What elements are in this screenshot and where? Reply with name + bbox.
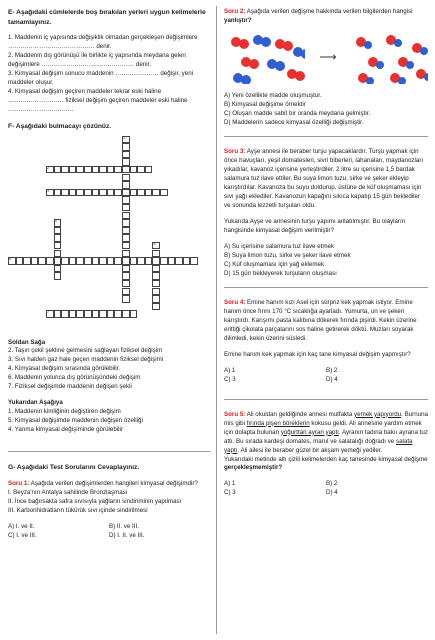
underlined-phrase: fırında pişen böreklerin bbox=[246, 419, 310, 427]
crossword-cell[interactable] bbox=[122, 280, 130, 288]
fill-blank-item: 1. Maddenin iç yapısında değişiklik olmadan gerçekleşen değişimlere …………………………………… denir. bbox=[8, 34, 198, 51]
atom bbox=[239, 39, 249, 49]
fill-blank-item: 3. Kimyasal değişim sonucu maddenin ………………… değişir, yeni maddeler oluşur. bbox=[8, 70, 194, 87]
statement: III. Karbonhidratların tükürük sıvı içinde sindirilmesi bbox=[8, 506, 148, 514]
crossword-cell[interactable] bbox=[122, 295, 130, 303]
crossword-grid bbox=[8, 136, 208, 332]
crossword-cell[interactable] bbox=[61, 310, 69, 318]
crossword-cell[interactable] bbox=[76, 189, 84, 197]
crossword-cell[interactable] bbox=[152, 280, 160, 288]
crossword-cell[interactable] bbox=[114, 166, 122, 174]
crossword-cell[interactable] bbox=[145, 166, 153, 174]
crossword-cell[interactable] bbox=[122, 212, 130, 220]
option-d[interactable]: D) I. II. ve III. bbox=[109, 531, 145, 539]
reactant-molecules-image bbox=[228, 32, 305, 84]
crossword-cell[interactable] bbox=[84, 257, 92, 265]
option-d[interactable]: D) 4 bbox=[326, 375, 338, 383]
text-segment: . Ayranın tadına bakıı ayrana tuz attı. Bu sırada kardeşi domates, marul ve salatalığı doğradı ve bbox=[224, 428, 428, 445]
question-5-prompt bbox=[224, 456, 428, 474]
crossword-cell[interactable] bbox=[152, 295, 160, 303]
crossword-cell[interactable] bbox=[130, 310, 138, 318]
crossword-cell[interactable] bbox=[69, 166, 77, 174]
crossword-cell[interactable] bbox=[122, 310, 130, 318]
crossword-cell[interactable] bbox=[168, 257, 176, 265]
across-clue: 4. Kimyasal değişim sırasında görülebilir. bbox=[8, 365, 121, 373]
crossword-cell[interactable] bbox=[122, 257, 130, 265]
question-2-label: Soru 2: bbox=[224, 8, 246, 15]
option-b[interactable]: B) Suya limon tuzu, sirke ve şeker ilave etmek bbox=[224, 251, 351, 259]
crossword-cell[interactable] bbox=[92, 189, 100, 197]
crossword-cell[interactable] bbox=[152, 303, 160, 311]
atom bbox=[364, 41, 372, 49]
crossword-cell[interactable] bbox=[54, 265, 62, 273]
crossword-cell[interactable] bbox=[92, 166, 100, 174]
crossword-cell[interactable] bbox=[16, 257, 24, 265]
crossword-cell[interactable] bbox=[160, 257, 168, 265]
question-5-prompt-text: Yukarıdaki metinde altı çizili kelimelerden kaç tanesinde kimyasal değişme bbox=[224, 455, 428, 463]
option-a[interactable]: A) Su içerisine salamura tuz ilave etmek bbox=[224, 242, 335, 250]
crossword-cell[interactable] bbox=[145, 189, 153, 197]
option-b[interactable]: B) 2 bbox=[326, 366, 338, 374]
question-3-prompt: Yukarıda Ayşe ve annesinin turşu yapımı anlatılmıştır. Bu olayların hangisinde kimyasal değişim verilmiştir? bbox=[224, 217, 406, 234]
question-3-label: Soru 3: bbox=[224, 147, 246, 155]
crossword-number: 2 bbox=[47, 165, 50, 170]
crossword-cell[interactable] bbox=[23, 257, 31, 265]
crossword-number: 4 bbox=[54, 219, 57, 224]
crossword-cell[interactable] bbox=[61, 189, 69, 197]
crossword-cell[interactable] bbox=[114, 310, 122, 318]
crossword-cell[interactable] bbox=[76, 166, 84, 174]
question-1-text: Aşağıda verilen değişimlerden hangileri kimyasal değişimdir? bbox=[29, 479, 198, 487]
crossword-cell[interactable] bbox=[152, 189, 160, 197]
crossword-number: 3 bbox=[47, 188, 50, 193]
question-1 bbox=[8, 480, 210, 489]
atom bbox=[249, 59, 259, 69]
product-molecules-image bbox=[351, 32, 428, 84]
crossword-cell[interactable] bbox=[183, 257, 191, 265]
crossword-cell[interactable] bbox=[61, 257, 69, 265]
option-a[interactable]: A) I. ve II. bbox=[8, 522, 35, 530]
question-5-label: Soru 5: bbox=[224, 410, 246, 418]
crossword-cell[interactable] bbox=[54, 227, 62, 235]
crossword-cell[interactable] bbox=[122, 181, 130, 189]
option-c[interactable]: C) Küf oluşmaması için yağ eklemek bbox=[224, 260, 325, 268]
across-clue: 3. Sıvı halden gaz hale geçen maddenin fiziksel değişimi bbox=[8, 356, 164, 364]
section-f-title: F- Aşağıdaki bulmacayı çözünüz. bbox=[8, 122, 112, 130]
crossword-cell[interactable] bbox=[122, 234, 130, 242]
question-4-text: Emine hanım kızı Asel için sürpriz kek yapmak istiyor. Emine hanım önce fırını 170 °C sıcaklığa ayarladı. Yumurta, un ve şekeri karıştırdı. Karışımı pasta kalıbına dökerek fırında pişirdi. Kekin üzerine erittiği çikolata parçalarını sos haline getirerek döktü. Muzları soyarak dilimledi, kekin üzerini süsledi. bbox=[224, 298, 417, 342]
crossword-cell[interactable] bbox=[76, 310, 84, 318]
crossword-cell[interactable] bbox=[122, 158, 130, 166]
option-c[interactable]: C) I. ve III. bbox=[8, 531, 37, 539]
crossword-number: 5 bbox=[153, 241, 156, 246]
column-divider bbox=[216, 6, 217, 634]
option-c[interactable]: C) Oluşan madde sabit bir oranda meydana gelmiştir. bbox=[224, 109, 371, 117]
crossword-cell[interactable] bbox=[54, 242, 62, 250]
question-3-text: Ayşe annesi ile beraber turşu yapacaklardır. Turşu yapmak için önce havuçları, yeşil domatesleri, sivri biberleri, lahanaları, maydanozları yıkadılar, kavanoz içerisine yerleştirdiler. 2 litre su içerisine 1,5 bardak salamura tuz ilave ettiler. Bu suya limon tuzu, sirke ve şeker ekleyip karıştırdılar. Kavanoza bu suyu doldurup, üstüne de küf oluşmaması için sıvı yağı eklediler. Kavanozun kapağını sıkıca kapatıp 15 gün beklediler ve sonunda lezzetli turşuları oldu. bbox=[224, 147, 424, 209]
section-g-title: G- Aşağıdaki Test Sorularını Cevaplayınız. bbox=[8, 464, 140, 472]
crossword-cell[interactable] bbox=[122, 143, 130, 151]
crossword-cell[interactable] bbox=[54, 310, 62, 318]
text-segment: Ali okuldan geldiğinde annesi mutfakta bbox=[245, 410, 355, 418]
left-column bbox=[8, 8, 210, 541]
crossword-cell[interactable] bbox=[84, 310, 92, 318]
atom bbox=[261, 37, 271, 47]
crossword-cell[interactable] bbox=[92, 310, 100, 318]
crossword-cell[interactable] bbox=[99, 257, 107, 265]
text-segment: . Ali ailesi ile beraber güzel bir akşam yemeği yediler. bbox=[237, 446, 383, 454]
option-b[interactable]: B) II. ve III. bbox=[109, 522, 139, 530]
atom bbox=[275, 61, 285, 71]
question-5 bbox=[224, 411, 428, 456]
crossword-cell[interactable] bbox=[84, 166, 92, 174]
crossword-cell[interactable] bbox=[69, 189, 77, 197]
crossword-cell[interactable] bbox=[69, 257, 77, 265]
fill-blank-item: 2. Maddenin dış görünüşü ile birlikte iç yapısında meydana gelen değişimlere ……………………………………… denir. bbox=[8, 52, 186, 69]
crossword-cell[interactable] bbox=[152, 265, 160, 273]
option-d[interactable]: D) 15 gün bekleyerek turşuların oluşması bbox=[224, 269, 337, 277]
question-1-options bbox=[8, 523, 210, 541]
crossword-cell[interactable] bbox=[122, 166, 130, 174]
atom bbox=[394, 39, 402, 47]
crossword-cell[interactable] bbox=[122, 196, 130, 204]
crossword-number: 1 bbox=[123, 135, 126, 140]
question-4-prompt: Emine hanım kek yapmak için kaç tane kimyasal değişim yapmıştır? bbox=[224, 350, 411, 358]
underlined-phrase: yoğurttan ayran yaptı bbox=[280, 428, 339, 436]
underlined-phrase: salata yaptı bbox=[224, 437, 413, 454]
question-1-label: Soru 1: bbox=[8, 479, 30, 487]
option-c[interactable]: C) 3 bbox=[224, 489, 236, 497]
crossword-cell[interactable] bbox=[114, 257, 122, 265]
crossword-cell[interactable] bbox=[122, 189, 130, 197]
crossword-cell[interactable] bbox=[122, 174, 130, 182]
down-title: Yukarıdan Aşağıya bbox=[8, 399, 63, 407]
across-title: Soldan Sağa bbox=[8, 338, 46, 346]
crossword-cell[interactable] bbox=[160, 189, 168, 197]
atom bbox=[295, 71, 305, 81]
down-clue: 1. Maddenin kimliğinin değiştiren değişim bbox=[8, 408, 121, 416]
crossword-cell[interactable] bbox=[107, 257, 115, 265]
text-segment: kokusu geldi. Ali annesine yardım etmek için dolapta bulunan bbox=[224, 419, 422, 436]
crossword-number: 6 bbox=[9, 257, 12, 262]
crossword-cell[interactable] bbox=[61, 166, 69, 174]
option-b[interactable]: B) Kimyasal değişime örnektir bbox=[224, 100, 306, 108]
crossword-cell[interactable] bbox=[69, 310, 77, 318]
question-5-emphasis: gerçekleşmemiştir? bbox=[224, 464, 283, 472]
crossword-cell[interactable] bbox=[130, 257, 138, 265]
question-2 bbox=[224, 8, 428, 26]
question-4-label: Soru 4: bbox=[224, 298, 246, 306]
crossword-cell[interactable] bbox=[46, 257, 54, 265]
option-d[interactable]: D) 4 bbox=[326, 489, 338, 497]
crossword-cell[interactable] bbox=[122, 242, 130, 250]
option-c[interactable]: C) 3 bbox=[224, 375, 236, 383]
crossword-cell[interactable] bbox=[190, 257, 198, 265]
crossword-cell[interactable] bbox=[38, 257, 46, 265]
crossword-cell[interactable] bbox=[99, 166, 107, 174]
molecule-figure bbox=[228, 32, 428, 84]
crossword-cell[interactable] bbox=[107, 166, 115, 174]
crossword-cell[interactable] bbox=[130, 189, 138, 197]
crossword-cell[interactable] bbox=[54, 257, 62, 265]
atom bbox=[283, 41, 293, 51]
option-a[interactable]: A) 1 bbox=[224, 366, 236, 374]
section-e-title: E- Aşağıdaki cümlelerde boş bırakılan yerleri uygun kelimelerle tamamlayınız. bbox=[8, 9, 206, 26]
question-4 bbox=[224, 299, 428, 344]
crossword-cell[interactable] bbox=[99, 189, 107, 197]
crossword-cell[interactable] bbox=[107, 189, 115, 197]
across-clue: 7. Fiziksel değişimde maddenin değişen şekli bbox=[8, 383, 132, 391]
crossword-cell[interactable] bbox=[122, 151, 130, 159]
right-column bbox=[224, 8, 428, 498]
crossword-cell[interactable] bbox=[130, 166, 138, 174]
crossword-cell[interactable] bbox=[99, 310, 107, 318]
crossword-cell[interactable] bbox=[152, 257, 160, 265]
crossword-cell[interactable] bbox=[54, 250, 62, 258]
crossword-cell[interactable] bbox=[84, 189, 92, 197]
crossword-cell[interactable] bbox=[145, 257, 153, 265]
crossword-cell[interactable] bbox=[152, 272, 160, 280]
crossword-cell[interactable] bbox=[175, 257, 183, 265]
crossword-cell[interactable] bbox=[122, 250, 130, 258]
question-5-options bbox=[224, 480, 428, 498]
crossword-cell[interactable] bbox=[31, 257, 39, 265]
text-segment: . Burnuna mis gibi bbox=[224, 410, 428, 427]
question-2-text: Aşağıda verilen değişme hakkında verilen bilgilerden hangisi bbox=[245, 8, 413, 15]
fill-blank-item: 4. Kimyasal değişim geçiren maddeler tekrar eski haline ……………………… fiziksel değişim geçiren maddeler eski haline ………………………….. bbox=[8, 88, 188, 113]
statement: I. Beyza'nın Antalya sahilinde Bronzlaşması bbox=[8, 488, 128, 496]
atom bbox=[420, 47, 428, 55]
crossword-number: 7 bbox=[47, 310, 50, 315]
crossword-cell[interactable] bbox=[76, 257, 84, 265]
option-a[interactable]: A) Yeni özellikte madde oluşmuştur. bbox=[224, 91, 322, 99]
crossword-cell[interactable] bbox=[122, 265, 130, 273]
across-clue: 6. Maddenin yolunca dış görünüşündeki değişim bbox=[8, 374, 141, 382]
underlined-phrase: yemek yapıyordu bbox=[354, 410, 402, 418]
atom bbox=[406, 61, 414, 69]
crossword-cell[interactable] bbox=[122, 227, 130, 235]
option-a[interactable]: A) 1 bbox=[224, 480, 236, 488]
crossword-cell[interactable] bbox=[152, 288, 160, 296]
crossword-cell[interactable] bbox=[107, 310, 115, 318]
question-3 bbox=[224, 148, 428, 211]
crossword-cell[interactable] bbox=[152, 250, 160, 258]
crossword-cell[interactable] bbox=[122, 288, 130, 296]
down-clue: 5. Kimyasal değişimde maddenin değişen özelliği bbox=[8, 417, 143, 425]
crossword-cell[interactable] bbox=[54, 234, 62, 242]
crossword-cell[interactable] bbox=[122, 272, 130, 280]
crossword-cell[interactable] bbox=[137, 166, 145, 174]
crossword-cell[interactable] bbox=[54, 189, 62, 197]
option-d[interactable]: D) Maddelerin sadece kimyasal özelliği değişmiştir. bbox=[224, 118, 364, 126]
crossword-cell[interactable] bbox=[92, 257, 100, 265]
atom bbox=[376, 61, 384, 69]
crossword-cell[interactable] bbox=[137, 257, 145, 265]
crossword-cell[interactable] bbox=[122, 204, 130, 212]
statement: II. İnce bağırsakta safra sıvısıyla yağların sindiriminin yapılması bbox=[8, 497, 182, 505]
crossword-cell[interactable] bbox=[54, 166, 62, 174]
across-clue: 2. Taşın çekil şekline gelmesini sağlayan fiziksel değişim bbox=[8, 347, 163, 355]
question-4-options bbox=[224, 367, 428, 385]
crossword-cell[interactable] bbox=[54, 272, 62, 280]
down-clue: 4. Yanma kimyasal değişiminde görülebilir bbox=[8, 426, 123, 434]
question-2-emphasis: yanlıştır? bbox=[224, 16, 252, 24]
option-b[interactable]: B) 2 bbox=[326, 480, 338, 488]
crossword-cell[interactable] bbox=[114, 189, 122, 197]
arrow-icon: ⟶ bbox=[319, 50, 337, 65]
crossword-cell[interactable] bbox=[137, 189, 145, 197]
crossword-cell[interactable] bbox=[122, 219, 130, 227]
